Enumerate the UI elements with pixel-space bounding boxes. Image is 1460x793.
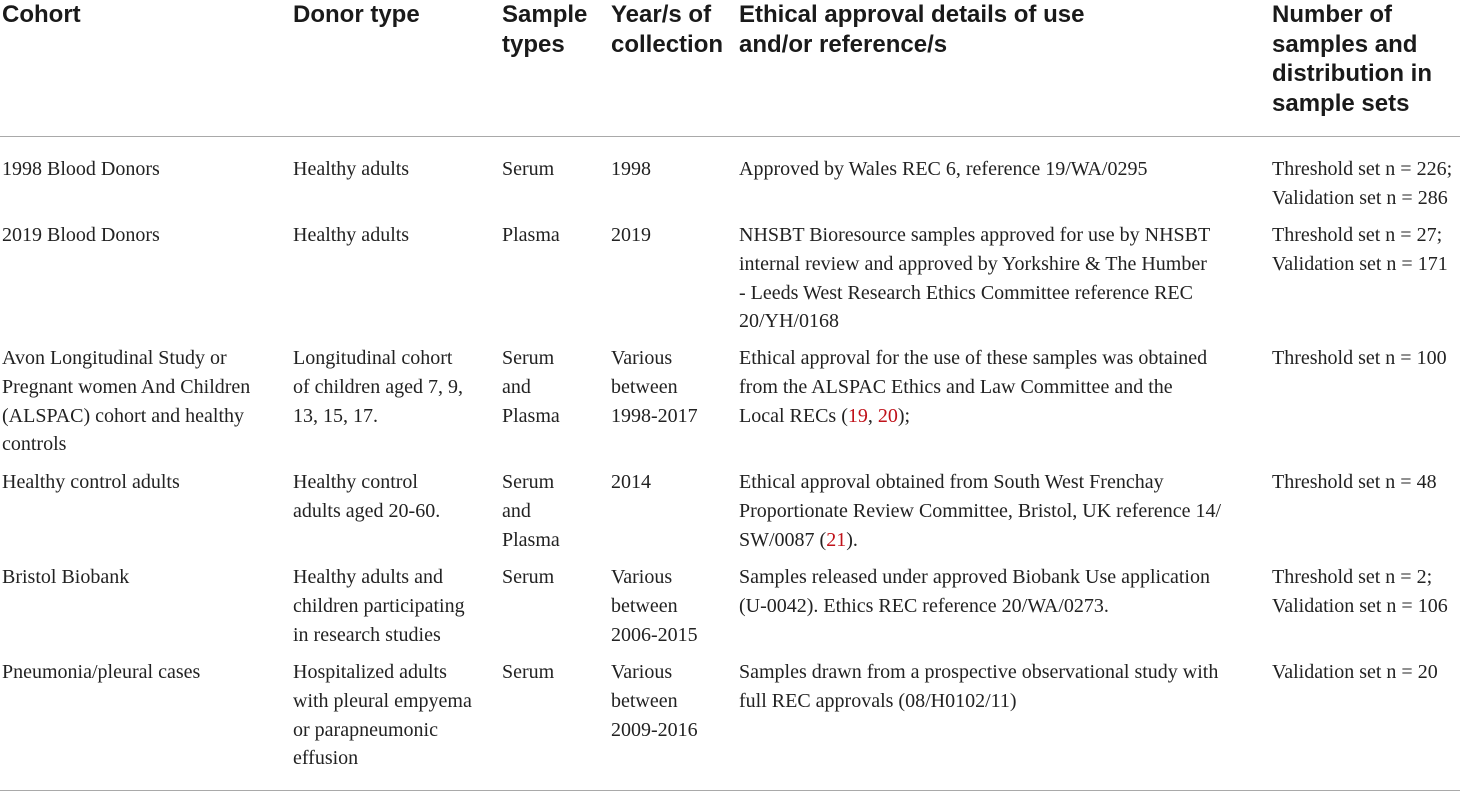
header-line: sample sets xyxy=(1272,89,1410,117)
cell-samples xyxy=(1272,468,1437,497)
cell-donor-type xyxy=(293,344,463,430)
cell-line: Longitudinal cohort xyxy=(293,347,453,369)
reference-link[interactable]: 21 xyxy=(826,528,847,551)
cell-line: controls xyxy=(2,433,67,456)
cell-line: 2009-2016 xyxy=(611,718,698,741)
cell-line: Healthy adults and xyxy=(293,566,443,588)
cell-line: Serum xyxy=(502,566,555,588)
cell-line: 13, 15, 17. xyxy=(293,404,378,427)
header-ethics xyxy=(739,0,1084,59)
cell-line: from the ALSPAC Ethics and Law Committee and the xyxy=(739,375,1173,398)
cell-line: full REC approvals (08/H0102/11) xyxy=(739,689,1017,712)
text: Local RECs ( xyxy=(739,404,848,427)
header-line: samples and xyxy=(1272,30,1418,58)
cell-line: and xyxy=(502,499,531,522)
cell-donor-type xyxy=(293,221,409,250)
cell-line: Various xyxy=(611,661,673,683)
cell-line: Healthy adults xyxy=(293,158,410,180)
cell-line: and xyxy=(502,375,531,398)
cell-line xyxy=(739,402,1207,431)
header-line: collection xyxy=(611,30,724,58)
cell-years xyxy=(611,155,651,184)
cell-line: Threshold set n = 27; xyxy=(1272,224,1443,246)
cell-ethics xyxy=(739,468,1221,554)
cell-samples xyxy=(1272,155,1452,213)
cell-line: with pleural empyema xyxy=(293,689,472,712)
header-line: types xyxy=(502,30,565,58)
cell-line: 1998-2017 xyxy=(611,404,698,427)
cell-sample-types xyxy=(502,155,554,184)
cell-cohort xyxy=(2,468,180,497)
cell-line: Serum xyxy=(502,347,555,369)
cell-samples xyxy=(1272,563,1448,621)
cell-samples xyxy=(1272,658,1438,687)
text: ); xyxy=(897,404,911,427)
cell-donor-type xyxy=(293,658,472,773)
cell-ethics xyxy=(739,221,1210,336)
cell-line: of children aged 7, 9, xyxy=(293,375,463,398)
reference-link[interactable]: 20 xyxy=(877,404,898,427)
cell-years xyxy=(611,658,698,744)
cell-line: in research studies xyxy=(293,623,441,646)
cell-ethics xyxy=(739,344,1207,430)
cell-line: 2019 xyxy=(611,224,651,246)
cell-line: Validation set n = 106 xyxy=(1272,594,1448,617)
cell-cohort xyxy=(2,221,160,250)
cell-line: Ethical approval obtained from South West Frenchay xyxy=(739,471,1164,493)
cell-donor-type xyxy=(293,468,440,526)
cell-line: Proportionate Review Committee, Bristol, UK reference 14/ xyxy=(739,499,1222,522)
cell-line: Serum xyxy=(502,158,555,180)
cell-line: Threshold set n = 226; xyxy=(1272,158,1453,180)
cell-line: Samples drawn from a prospective observational study with xyxy=(739,661,1219,683)
cell-line: - Leeds West Research Ethics Committee reference REC xyxy=(739,281,1193,304)
cell-line: Samples released under approved Biobank Use application xyxy=(739,566,1210,588)
cell-line: Serum xyxy=(502,661,555,683)
cell-ethics xyxy=(739,658,1218,716)
cell-cohort xyxy=(2,344,250,459)
cell-samples xyxy=(1272,221,1448,279)
header-samples xyxy=(1272,0,1432,118)
cell-line: Bristol Biobank xyxy=(2,566,130,588)
cell-sample-types xyxy=(502,344,560,430)
cell-line: Avon Longitudinal Study or xyxy=(2,347,227,369)
cell-line: Validation set n = 171 xyxy=(1272,252,1448,275)
header-line: distribution in xyxy=(1272,60,1432,87)
cell-line: between xyxy=(611,375,678,398)
header-divider xyxy=(0,136,1460,137)
header-sample-types xyxy=(502,0,587,59)
text: SW/0087 ( xyxy=(739,528,827,551)
header-line: Cohort xyxy=(2,1,81,28)
header-line: Year/s of xyxy=(611,1,712,28)
cell-line: 1998 xyxy=(611,158,651,180)
cell-line: Plasma xyxy=(502,224,560,246)
cell-line: Threshold set n = 100 xyxy=(1272,347,1447,369)
cell-line: 20/YH/0168 xyxy=(739,310,839,333)
cell-years xyxy=(611,344,698,430)
cell-sample-types xyxy=(502,563,554,592)
cell-line: Pregnant women And Children xyxy=(2,375,251,398)
cell-years xyxy=(611,221,651,250)
cell-line: Healthy adults xyxy=(293,224,410,246)
cell-line: 2019 Blood Donors xyxy=(2,224,160,246)
cell-donor-type xyxy=(293,155,409,184)
header-donor-type xyxy=(293,0,420,30)
table-bottom-rule xyxy=(0,790,1460,791)
cell-years xyxy=(611,563,698,649)
cell-line: Various xyxy=(611,347,673,369)
cell-line: Healthy control adults xyxy=(2,471,180,493)
cell-line: or parapneumonic xyxy=(293,718,438,741)
text: , xyxy=(867,404,878,427)
cell-line: children participating xyxy=(293,594,465,617)
cell-line: 2014 xyxy=(611,471,651,493)
cell-ethics xyxy=(739,155,1147,184)
text: ). xyxy=(846,528,858,551)
cell-cohort xyxy=(2,563,129,592)
cell-line: Plasma xyxy=(502,404,560,427)
cell-years xyxy=(611,468,651,497)
cell-sample-types xyxy=(502,221,560,250)
cell-line: 1998 Blood Donors xyxy=(2,158,160,180)
cell-sample-types xyxy=(502,468,560,554)
reference-link[interactable]: 19 xyxy=(847,404,868,427)
cell-line: Validation set n = 20 xyxy=(1272,661,1438,683)
cell-line: between xyxy=(611,594,678,617)
cell-samples xyxy=(1272,344,1447,373)
cell-line: Ethical approval for the use of these samples was obtained xyxy=(739,347,1208,369)
header-years xyxy=(611,0,723,59)
cell-line: NHSBT Bioresource samples approved for use by NHSBT xyxy=(739,224,1211,246)
cell-line: effusion xyxy=(293,747,359,770)
cell-cohort xyxy=(2,155,160,184)
cell-line: Validation set n = 286 xyxy=(1272,186,1448,209)
cell-line: 2006-2015 xyxy=(611,623,698,646)
cell-line: Threshold set n = 48 xyxy=(1272,471,1437,493)
cell-line: Serum xyxy=(502,471,555,493)
header-cohort xyxy=(2,0,81,30)
cell-line xyxy=(739,526,1221,555)
cell-cohort xyxy=(2,658,200,687)
header-line: and/or reference/s xyxy=(739,30,948,58)
cell-line: Pneumonia/pleural cases xyxy=(2,661,201,683)
cell-line: adults aged 20-60. xyxy=(293,499,441,522)
header-line: Number of xyxy=(1272,1,1392,28)
header-line: Donor type xyxy=(293,1,420,28)
cell-line: internal review and approved by Yorkshire & The Humber xyxy=(739,252,1207,275)
cell-sample-types xyxy=(502,658,554,687)
cell-line: Approved by Wales REC 6, reference 19/WA/0295 xyxy=(739,158,1148,180)
cell-line: Various xyxy=(611,566,673,588)
cell-ethics xyxy=(739,563,1210,621)
cell-line: (U-0042). Ethics REC reference 20/WA/0273. xyxy=(739,594,1109,617)
cell-line: Healthy control xyxy=(293,471,418,493)
cell-line: between xyxy=(611,689,678,712)
cell-line: Hospitalized adults xyxy=(293,661,447,683)
cell-line: Plasma xyxy=(502,528,560,551)
cell-donor-type xyxy=(293,563,465,649)
header-line: Ethical approval details of use xyxy=(739,1,1085,28)
cell-line: Threshold set n = 2; xyxy=(1272,566,1433,588)
header-line: Sample xyxy=(502,1,588,28)
cell-line: (ALSPAC) cohort and healthy xyxy=(2,404,245,427)
